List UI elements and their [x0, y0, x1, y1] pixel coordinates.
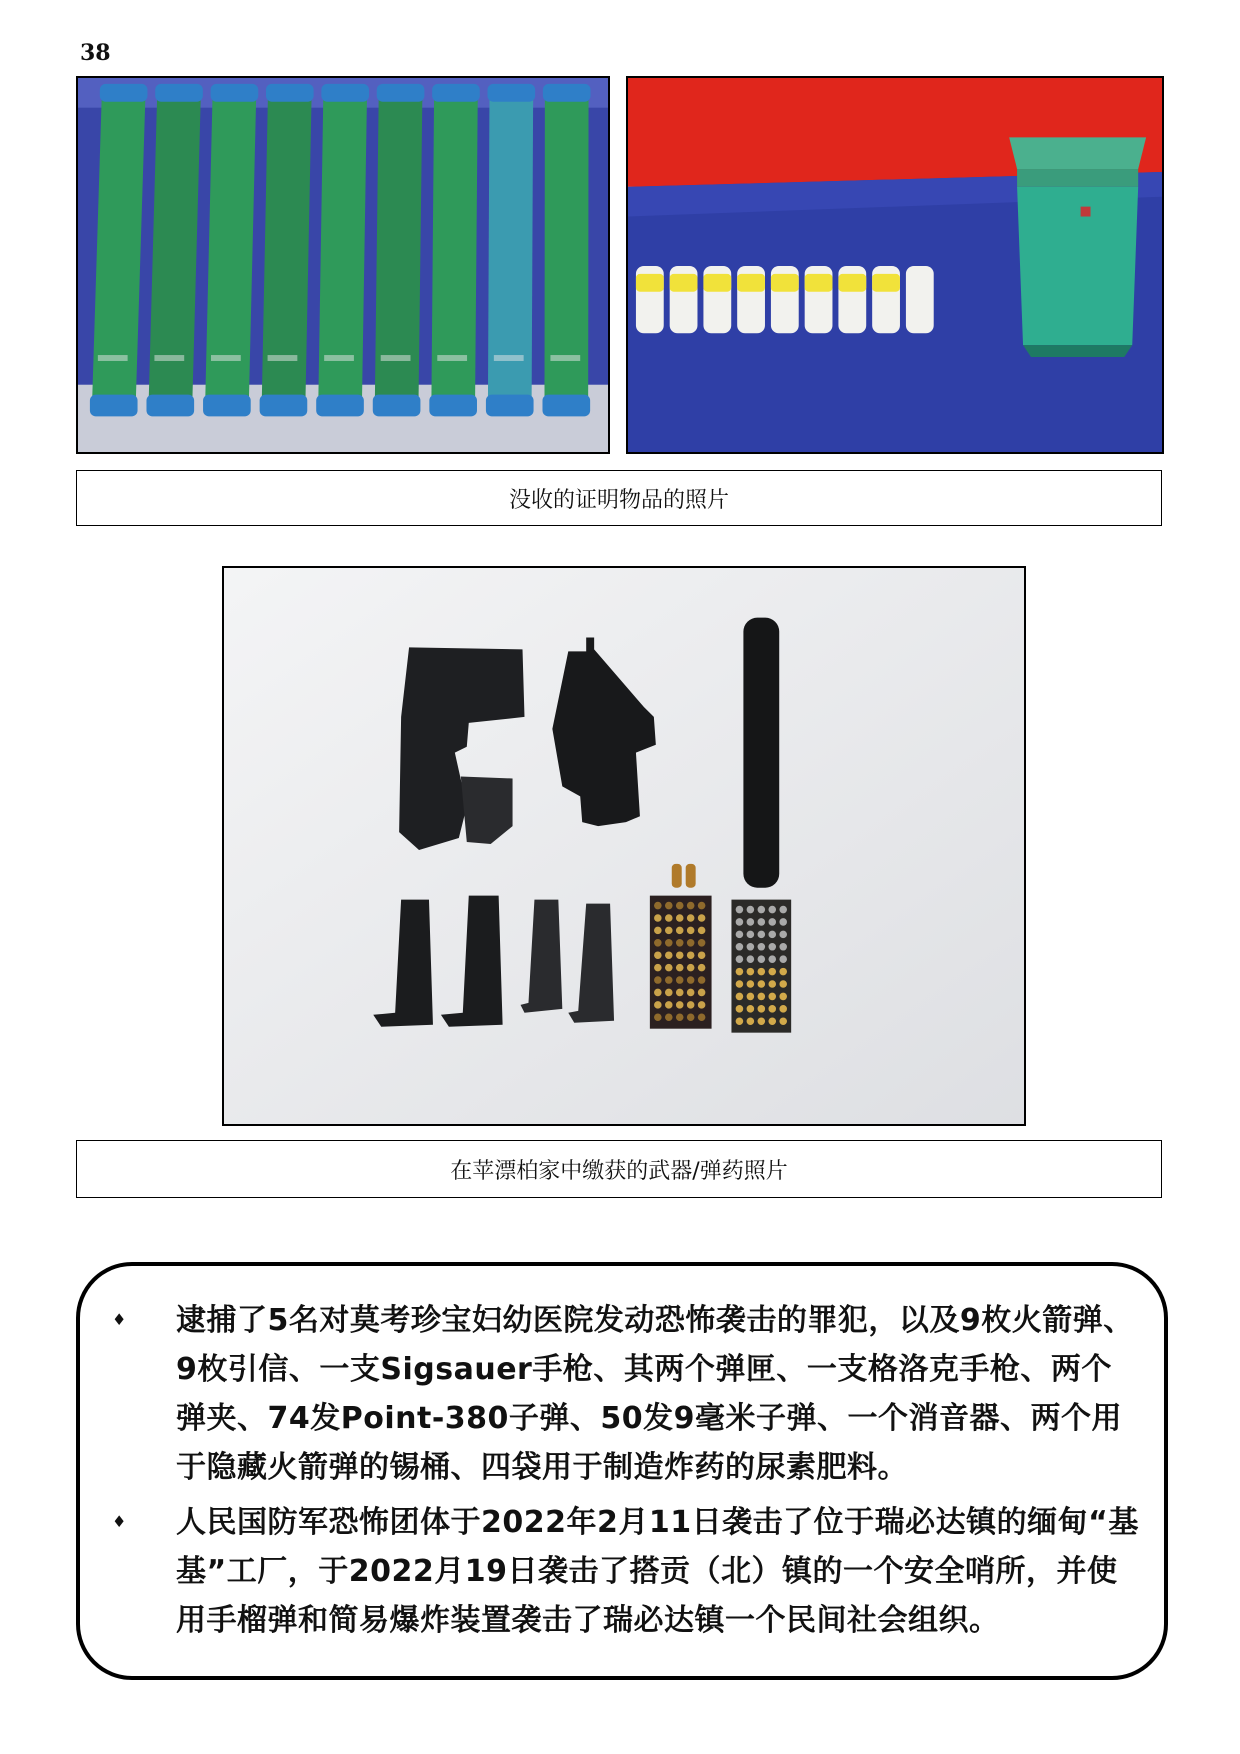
cartridge: [654, 902, 662, 910]
cartridge: [698, 951, 706, 959]
cartridge: [676, 1013, 684, 1021]
cartridge: [665, 1013, 673, 1021]
cartridge: [676, 902, 684, 910]
cartridge: [779, 943, 787, 951]
cartridge: [747, 918, 755, 926]
fuse: [636, 266, 664, 333]
cartridge: [654, 951, 662, 959]
diamond-bullet-icon: ♦: [112, 1512, 127, 1531]
cartridge: [687, 989, 695, 997]
cartridge: [687, 964, 695, 972]
cartridge: [736, 980, 744, 988]
cartridge: [654, 1013, 662, 1021]
cartridge: [687, 914, 695, 922]
cartridge: [736, 1005, 744, 1013]
cartridge: [758, 943, 766, 951]
cartridge: [758, 980, 766, 988]
cartridge: [654, 914, 662, 922]
rocket-tube: [429, 84, 479, 416]
bullet-text: 人民国防军恐怖团体于2022年2月11日袭击了位于瑞必达镇的缅甸“基基”工厂，于2022月19日袭击了搭贡（北）镇的一个安全哨所，并使用手榴弹和简易爆炸装置袭击了瑞必达镇一个民间社会组织。: [176, 1505, 1139, 1638]
cartridge: [665, 939, 673, 947]
cartridge: [768, 931, 776, 939]
rocket-tube: [542, 84, 590, 416]
cartridge: [698, 989, 706, 997]
cartridge: [698, 902, 706, 910]
cartridge: [758, 931, 766, 939]
cartridge: [779, 955, 787, 963]
cartridge: [676, 989, 684, 997]
figure-caption: 在苹漂柏家中缴获的武器/弹药照片: [76, 1140, 1162, 1198]
cartridge: [698, 939, 706, 947]
fuse: [838, 266, 866, 333]
diamond-bullet-icon: ♦: [112, 1310, 127, 1329]
cartridge: [779, 906, 787, 914]
cartridge: [676, 976, 684, 984]
cartridge: [676, 964, 684, 972]
cartridge: [736, 968, 744, 976]
rocket-tube: [260, 84, 314, 416]
cartridge: [665, 951, 673, 959]
cartridge: [687, 976, 695, 984]
cartridge: [768, 906, 776, 914]
cartridge: [665, 1001, 673, 1009]
fuse: [805, 266, 833, 333]
cartridge: [779, 1005, 787, 1013]
cartridge: [758, 918, 766, 926]
cartridge: [768, 993, 776, 1001]
cartridge: [665, 976, 673, 984]
cartridge: [779, 931, 787, 939]
bullet-text: 逮捕了5名对莫考珍宝妇幼医院发动恐怖袭击的罪犯，以及9枚火箭弹、9枚引信、一支Sigsauer手枪、其两个弹匣、一支格洛克手枪、两个弹夹、74发Point-380子弹、50发9毫米子弹、一个消音器、两个用于隐藏火箭弹的锡桶、四袋用于制造炸药的尿素肥料。: [176, 1303, 1134, 1485]
cartridge: [654, 964, 662, 972]
cartridge: [687, 951, 695, 959]
page-number: 38: [80, 40, 111, 66]
rocket-tube: [373, 84, 425, 416]
cartridge: [768, 918, 776, 926]
cartridge: [758, 993, 766, 1001]
fuse: [771, 266, 799, 333]
cartridge: [698, 976, 706, 984]
cartridge: [747, 906, 755, 914]
cartridge: [747, 955, 755, 963]
cartridge: [736, 1017, 744, 1025]
cartridge: [779, 1017, 787, 1025]
cartridge: [779, 918, 787, 926]
cartridge: [698, 1013, 706, 1021]
summary-box: [76, 1262, 1168, 1680]
rocket-tube: [316, 84, 369, 416]
cartridge: [747, 968, 755, 976]
cartridge: [698, 914, 706, 922]
weapons-photo: [222, 566, 1026, 1126]
cartridge: [676, 914, 684, 922]
cartridge: [654, 976, 662, 984]
cartridge: [687, 902, 695, 910]
cartridge: [768, 1005, 776, 1013]
cartridge: [687, 1001, 695, 1009]
cartridge: [747, 1005, 755, 1013]
cartridge: [736, 943, 744, 951]
cartridge: [687, 1013, 695, 1021]
rockets-photo: [76, 76, 610, 454]
cartridge: [779, 980, 787, 988]
cartridge: [779, 968, 787, 976]
cartridge: [736, 993, 744, 1001]
cartridge: [768, 955, 776, 963]
cartridge: [676, 951, 684, 959]
cartridge: [654, 939, 662, 947]
fuse: [670, 266, 698, 333]
rocket-tube: [486, 84, 535, 416]
list-item: [112, 1296, 1142, 1492]
cartridge: [665, 964, 673, 972]
list-item: [112, 1498, 1142, 1650]
cartridge: [736, 918, 744, 926]
cartridge: [768, 943, 776, 951]
cartridge: [747, 943, 755, 951]
cartridge: [654, 927, 662, 935]
cartridge: [698, 1001, 706, 1009]
cartridge: [676, 1001, 684, 1009]
cartridge: [676, 927, 684, 935]
cartridge: [654, 1001, 662, 1009]
cartridge: [665, 902, 673, 910]
cartridge: [736, 955, 744, 963]
cartridge: [768, 1017, 776, 1025]
cartridge: [747, 980, 755, 988]
fuse: [872, 266, 900, 333]
cartridge: [758, 968, 766, 976]
cartridge: [736, 906, 744, 914]
cartridge: [758, 1005, 766, 1013]
cartridge: [747, 931, 755, 939]
cartridge: [698, 964, 706, 972]
fuse: [737, 266, 765, 333]
cartridge: [747, 993, 755, 1001]
fuses-photo: [626, 76, 1164, 454]
cartridge: [665, 927, 673, 935]
cartridge: [665, 989, 673, 997]
cartridge: [779, 993, 787, 1001]
cartridge: [747, 1017, 755, 1025]
cartridge: [768, 980, 776, 988]
cartridge: [768, 968, 776, 976]
cartridge: [665, 914, 673, 922]
cartridge: [654, 989, 662, 997]
cartridge: [758, 955, 766, 963]
cartridge: [687, 927, 695, 935]
cartridge: [758, 906, 766, 914]
cartridge: [687, 939, 695, 947]
cartridge: [698, 927, 706, 935]
fuse: [703, 266, 731, 333]
figure-caption: 没收的证明物品的照片: [76, 470, 1162, 526]
fuse: [906, 266, 934, 333]
cartridge: [736, 931, 744, 939]
cartridge: [676, 939, 684, 947]
cartridge: [758, 1017, 766, 1025]
